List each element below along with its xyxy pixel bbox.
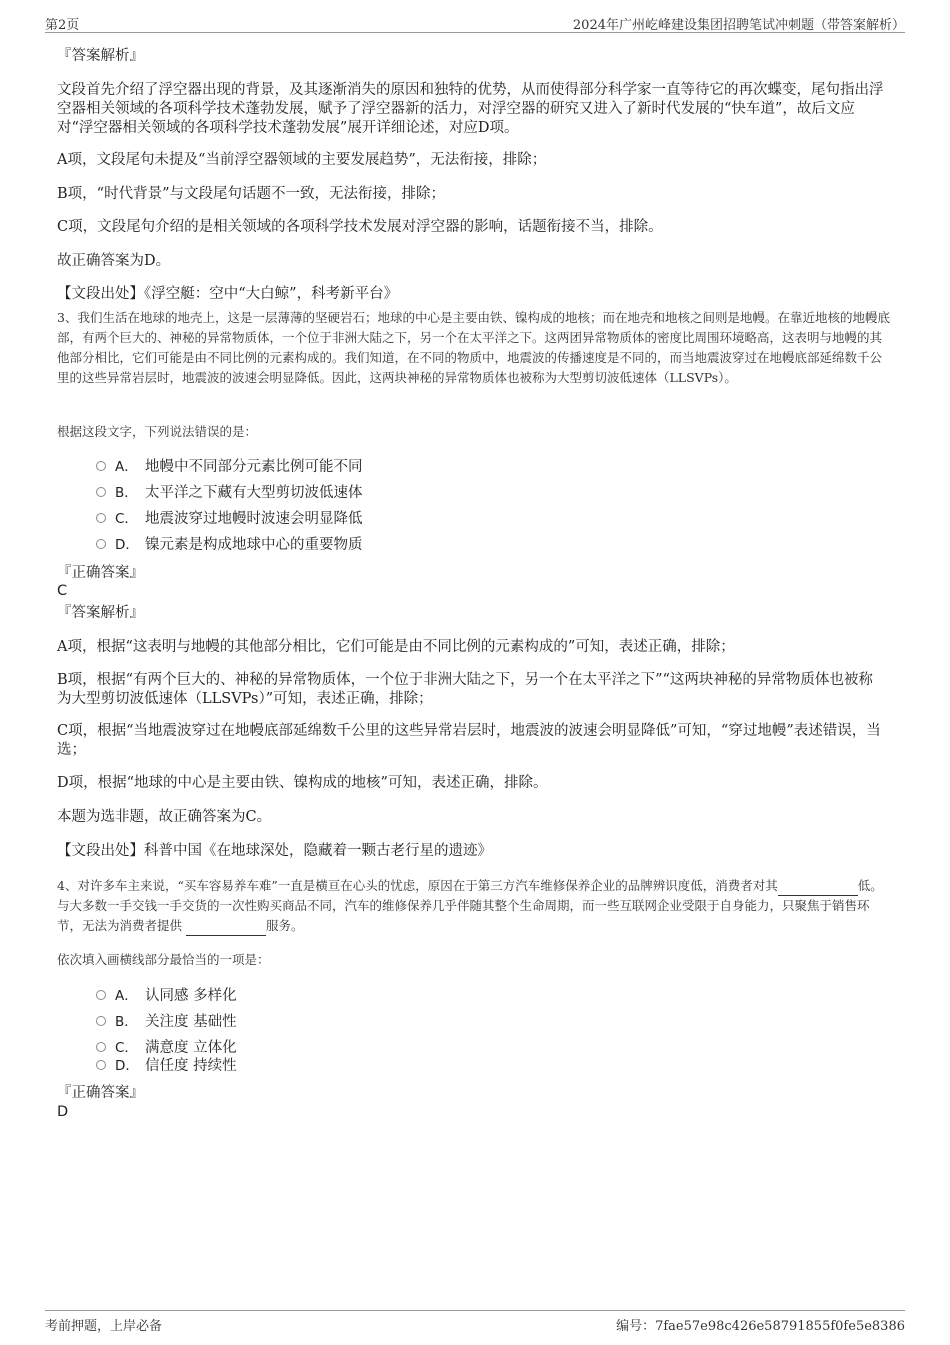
answer-blank-1 (778, 881, 858, 896)
correct-answer: C (57, 583, 68, 599)
radio-icon[interactable] (96, 487, 106, 497)
analysis-label: 『答案解析』 (57, 48, 144, 64)
document-title: 2024年广州屹峰建设集团招聘笔试冲刺题（带答案解析） (572, 18, 905, 33)
answer-blank-2 (186, 921, 266, 936)
analysis-option-b: B项，“时代背景”与文段尾句话题不一致，无法衔接，排除； (57, 186, 445, 202)
analysis-option-c: C项，根据“当地震波穿过在地幔底部延绵数千公里的这些异常岩层时，地震波的波速会明显降低”可知，“穿过地幔”表述错误，当选； (57, 723, 881, 758)
question-4-option-a[interactable]: A． 认同感 多样化 (96, 986, 237, 1006)
analysis-conclusion: 本题为选非题，故正确答案为C。 (57, 809, 272, 825)
passage-source: 【文段出处】科普中国《在地球深处，隐藏着一颗古老行星的遗迹》 (57, 843, 492, 859)
page-header (45, 12, 905, 33)
analysis-option-d: D项，根据“地球的中心是主要由铁、镍构成的地核”可知，表述正确，排除。 (57, 775, 548, 791)
radio-icon[interactable] (96, 990, 106, 1000)
question-3-option-b[interactable]: B． 太平洋之下藏有大型剪切波低速体 (96, 483, 363, 503)
radio-icon[interactable] (96, 1016, 106, 1026)
footer-slogan: 考前押题，上岸必备 (45, 1319, 163, 1334)
correct-answer: D (57, 1104, 69, 1120)
question-3-option-a[interactable]: A． 地幔中不同部分元素比例可能不同 (96, 457, 363, 477)
analysis-option-a: A项，根据“这表明与地幔的其他部分相比，它们可能是由不同比例的元素构成的”可知，表述正确，排除； (57, 639, 735, 655)
page-number: 第2页 (45, 18, 80, 33)
passage-source: 【文段出处】《浮空艇：空中“大白鲸”，科考新平台》 (57, 286, 399, 302)
correct-answer-label: 『正确答案』 (57, 1085, 144, 1101)
page-footer (45, 1310, 905, 1335)
analysis-paragraph: 文段首先介绍了浮空器出现的背景，及其逐渐消失的原因和独特的优势，从而使得部分科学家一直等待它的再次蝶变，尾句指出浮空器相关领域的各项科学技术蓬勃发展，赋予了浮空器新的活力，对浮空器的研究又进入了新时代发展的“快车道”，故后文应对“浮空器相关领域的各项科学技术蓬勃发展”展开详细论述，对应D项。 (57, 82, 884, 136)
radio-icon[interactable] (96, 539, 106, 549)
question-4-option-b[interactable]: B． 关注度 基础性 (96, 1012, 237, 1032)
question-3-prompt: 根据这段文字，下列说法错误的是： (57, 424, 258, 439)
question-4-prompt: 依次填入画横线部分最恰当的一项是： (57, 952, 270, 967)
question-3-option-d[interactable]: D． 镍元素是构成地球中心的重要物质 (96, 535, 363, 555)
question-3-option-c[interactable]: C． 地震波穿过地幔时波速会明显降低 (96, 509, 363, 529)
question-3-stem: 3、我们生活在地球的地壳上，这是一层薄薄的坚硬岩石；地球的中心是主要由铁、镍构成的地核；而在地壳和地核之间则是地幔。在靠近地核的地幔底部，有两个巨大的、神秘的异常物质体，一个位于非洲大陆之下，另一个在太平洋之下。这两团异常物质体的密度比周围环境略高，这表明与地幔的其他部分相比，它们可能是由不同比例的元素构成的。我们知道，在不同的物质中，地震波的传播速度是不同的，而当地震波穿过在地幔底部延绵数千公里的这些异常岩层时，地震波的波速会明显降低。因此，这两块神秘的异常物质体也被称为大型剪切波低速体（LLSVPs）。 (57, 310, 890, 385)
question-4-option-c[interactable]: C． 满意度 立体化 (96, 1038, 237, 1058)
analysis-option-a: A项，文段尾句未提及“当前浮空器领域的主要发展趋势”，无法衔接，排除； (57, 152, 547, 168)
analysis-label: 『答案解析』 (57, 605, 144, 621)
radio-icon[interactable] (96, 1060, 106, 1070)
analysis-option-b: B项，根据“有两个巨大的、神秘的异常物质体，一个位于非洲大陆之下，另一个在太平洋之下”“这两块神秘的异常物质体也被称为大型剪切波低速体（LLSVPs）”可知，表述正确，排除； (57, 672, 873, 707)
analysis-conclusion: 故正确答案为D。 (57, 253, 171, 269)
analysis-option-c: C项，文段尾句介绍的是相关领域的各项科学技术发展对浮空器的影响，话题衔接不当，排除。 (57, 219, 663, 235)
radio-icon[interactable] (96, 513, 106, 523)
question-4-stem: 4、对许多车主来说，“买车容易养车难”一直是横亘在心头的忧虑，原因在于第三方汽车维修保养企业的品牌辨识度低，消费者对其 低。与大多数一手交钱一手交货的一次性购买商品不同，汽车的维修保养几乎伴随其整个生命周期，而一些互联网企业受限于自身能力，只聚焦于销售环节，无法为消费者提供 服务。 (57, 876, 891, 936)
radio-icon[interactable] (96, 461, 106, 471)
question-4-option-d[interactable]: D． 信任度 持续性 (96, 1056, 237, 1076)
radio-icon[interactable] (96, 1042, 106, 1052)
correct-answer-label: 『正确答案』 (57, 565, 144, 581)
document-id: 编号：7fae57e98c426e58791855f0fe5e8386 (616, 1319, 905, 1334)
